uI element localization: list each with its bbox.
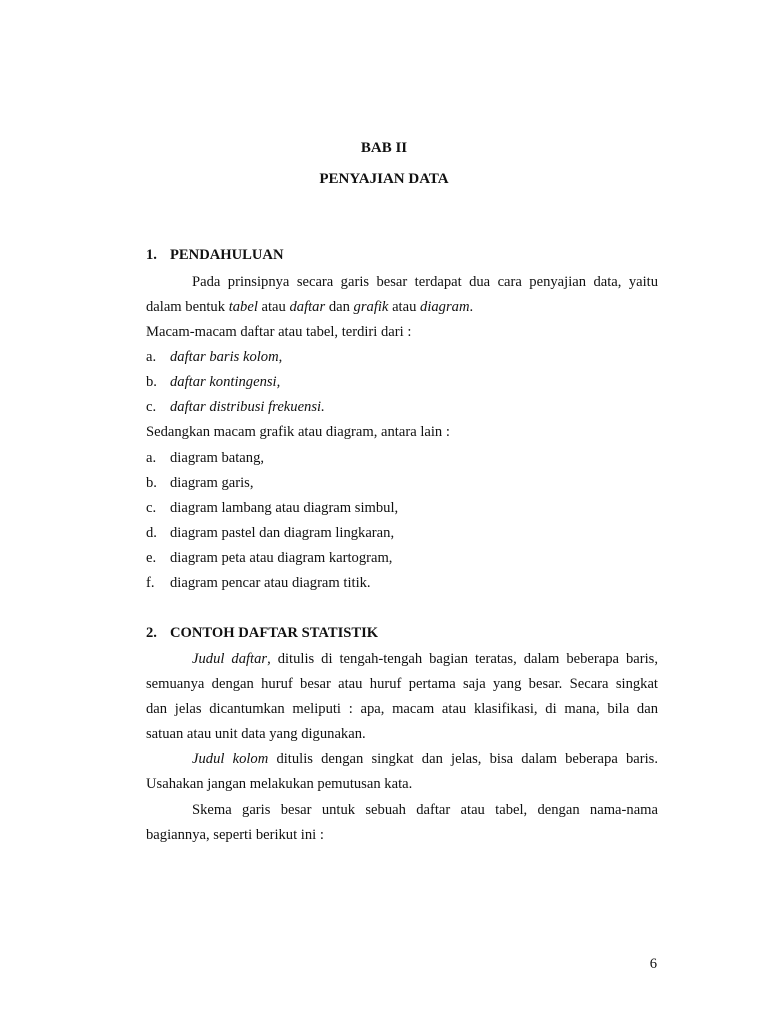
chapter-title: PENYAJIAN DATA (319, 171, 449, 187)
list-item-label: a. (146, 450, 157, 466)
section-1-title: PENDAHULUAN (170, 247, 284, 263)
list-item (146, 521, 658, 546)
list-item-label: d. (146, 525, 157, 541)
list-item (146, 546, 658, 571)
section-1-para-line-1: Pada prinsipnya secara garis besar terdapat dua cara penyajian data, yaitu (192, 274, 658, 290)
list-item (146, 571, 658, 596)
list-item-label: b. (146, 374, 157, 390)
list-item-suffix: , (278, 349, 283, 365)
list-item (146, 395, 658, 420)
list-item-text: diagram pastel dan diagram lingkaran, (170, 525, 395, 541)
list-item (146, 496, 658, 521)
section-1-number: 1. (146, 247, 157, 263)
list-item-label: c. (146, 500, 157, 516)
section-2-para-1-line-3: dan jelas dicantumkan meliputi : apa, macam atau klasifikasi, di mana, bila dan (146, 701, 658, 717)
section-2-para-1-line-1 (146, 647, 658, 672)
list-item-label: a. (146, 349, 157, 365)
list-item (146, 345, 658, 370)
list-item-text: diagram peta atau diagram kartogram, (170, 550, 393, 566)
list-item-text: diagram pencar atau diagram titik. (170, 575, 371, 591)
text-run: atau (257, 299, 290, 315)
section-2-heading (146, 621, 378, 646)
list-item (146, 471, 658, 496)
list-item-text: daftar baris kolom (170, 349, 279, 365)
section-2-number: 2. (146, 625, 157, 641)
chart-list-intro: Sedangkan macam grafik atau diagram, antara lain : (146, 424, 450, 440)
term-tabel: tabel (228, 299, 258, 315)
term-daftar: daftar (289, 299, 326, 315)
section-1-heading (146, 243, 284, 268)
list-item (146, 370, 658, 395)
text-run: dan (325, 299, 354, 315)
section-2-para-2-line-2: Usahakan jangan melakukan pemutusan kata. (146, 776, 413, 792)
text-run: . (469, 299, 474, 315)
text-run: ditulis dengan singkat dan jelas, bisa dalam beberapa baris. (268, 751, 658, 767)
term-judul-kolom: Judul kolom (192, 751, 269, 767)
list-item-label: f. (146, 575, 155, 591)
chapter-number: BAB II (360, 140, 408, 156)
section-2-para-1-line-2: semuanya dengan huruf besar atau huruf pertama saja yang besar. Secara singkat (146, 676, 658, 692)
list-item (146, 446, 658, 471)
table-list-intro: Macam-macam daftar atau tabel, terdiri dari : (146, 324, 412, 340)
page-number: 6 (649, 956, 657, 972)
list-item-text: diagram lambang atau diagram simbul, (170, 500, 399, 516)
list-item-label: b. (146, 475, 157, 491)
term-diagram: diagram (420, 299, 470, 315)
text-run: atau (388, 299, 421, 315)
term-grafik: grafik (353, 299, 389, 315)
section-2-para-2-line-1 (146, 747, 658, 772)
section-1-para-line-2 (146, 295, 658, 320)
list-item-label: e. (146, 550, 157, 566)
text-run: , ditulis di tengah-tengah bagian teratas, dalam beberapa baris, (267, 651, 658, 667)
list-item-text: daftar kontingensi, (170, 374, 281, 390)
section-2-para-3-line-1: Skema garis besar untuk sebuah daftar atau tabel, dengan nama-nama (192, 802, 658, 818)
section-2-para-3-line-2: bagiannya, seperti berikut ini : (146, 827, 324, 843)
term-judul-daftar: Judul daftar (192, 651, 268, 667)
list-item-text: diagram batang, (170, 450, 265, 466)
text-run: dalam bentuk (146, 299, 229, 315)
section-2-para-1-line-4: satuan atau unit data yang digunakan. (146, 726, 366, 742)
list-item-label: c. (146, 399, 157, 415)
section-2-title: CONTOH DAFTAR STATISTIK (170, 625, 379, 641)
list-item-text: daftar distribusi frekuensi. (170, 399, 325, 415)
list-item-text: diagram garis, (170, 475, 254, 491)
